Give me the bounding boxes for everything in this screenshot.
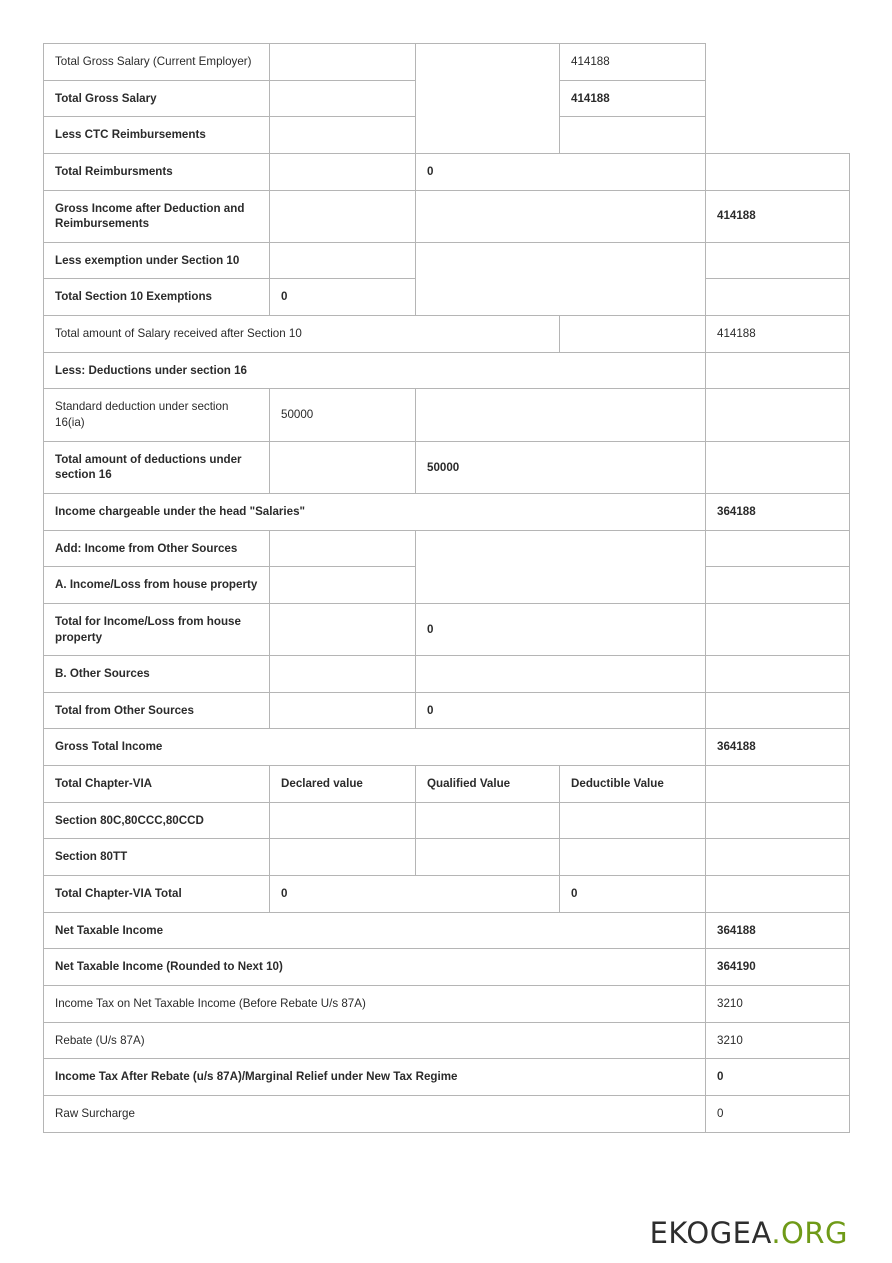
row-label: Gross Income after Deduction and Reimbursements (44, 190, 270, 242)
table-row (44, 603, 850, 655)
row-label: B. Other Sources (44, 656, 270, 693)
row-label: Less exemption under Section 10 (44, 242, 270, 279)
row-label: A. Income/Loss from house property (44, 567, 270, 604)
row-col2-value: 50000 (270, 389, 416, 441)
row-label: Rebate (U/s 87A) (44, 1022, 706, 1059)
row-label: Total for Income/Loss from house property (44, 603, 270, 655)
row-mid-value: 50000 (416, 441, 706, 493)
table-row (44, 1095, 850, 1132)
table-row (44, 802, 850, 839)
table-row (44, 729, 850, 766)
row-amount: 414188 (560, 80, 706, 117)
table-row (44, 912, 850, 949)
table-row (44, 153, 850, 190)
table-row (44, 692, 850, 729)
row-col2 (270, 190, 416, 242)
row-label: Total from Other Sources (44, 692, 270, 729)
row-deductible-total: 0 (560, 876, 706, 913)
row-amount (706, 530, 850, 567)
row-amount (560, 117, 706, 154)
row-label: Raw Surcharge (44, 1095, 706, 1132)
row-amount (706, 441, 850, 493)
row-amount (706, 876, 850, 913)
row-amount (706, 656, 850, 693)
row-amount: 364188 (706, 493, 850, 530)
row-label: Gross Total Income (44, 729, 706, 766)
table-row (44, 876, 850, 913)
row-label: Section 80TT (44, 839, 270, 876)
row-label: Standard deduction under section 16(ia) (44, 389, 270, 441)
row-label: Net Taxable Income (44, 912, 706, 949)
row-col2 (270, 153, 416, 190)
row-label: Less: Deductions under section 16 (44, 352, 706, 389)
row-col2 (270, 530, 416, 567)
row-mid-merged (416, 242, 706, 315)
row-mid-value (416, 389, 706, 441)
table-row (44, 1059, 850, 1096)
row-qualified (416, 839, 560, 876)
table-row (44, 839, 850, 876)
column-header-qualified: Qualified Value (416, 766, 560, 803)
row-amount: 414188 (706, 316, 850, 353)
table-row (44, 985, 850, 1022)
row-amount (706, 242, 850, 279)
row-col2 (270, 117, 416, 154)
table-row (44, 441, 850, 493)
watermark-suffix: .ORG (771, 1216, 848, 1250)
row-amount (706, 567, 850, 604)
row-declared (270, 839, 416, 876)
row-label: Net Taxable Income (Rounded to Next 10) (44, 949, 706, 986)
row-deductible (560, 839, 706, 876)
row-mid-value (416, 656, 706, 693)
table-row (44, 44, 850, 81)
table-row (44, 352, 850, 389)
row-label: Total amount of Salary received after Section 10 (44, 316, 560, 353)
row-mid-merged (416, 44, 560, 154)
row-amount: 0 (706, 1095, 850, 1132)
row-declared (270, 802, 416, 839)
row-mid-value (416, 190, 706, 242)
row-col2 (270, 44, 416, 81)
table-row (44, 949, 850, 986)
row-col2 (270, 603, 416, 655)
row-label: Total Gross Salary (Current Employer) (44, 44, 270, 81)
table-row (44, 1022, 850, 1059)
row-amount (706, 389, 850, 441)
row-col2 (270, 656, 416, 693)
row-label: Section 80C,80CCC,80CCD (44, 802, 270, 839)
row-amount: 0 (706, 1059, 850, 1096)
column-header-deductible: Deductible Value (560, 766, 706, 803)
row-deductible (560, 802, 706, 839)
row-amount: 3210 (706, 1022, 850, 1059)
row-amount: 364188 (706, 729, 850, 766)
row-col2 (270, 692, 416, 729)
row-amount (706, 153, 850, 190)
row-amount (706, 839, 850, 876)
row-amount (706, 692, 850, 729)
table-header-row (44, 766, 850, 803)
row-label: Total Section 10 Exemptions (44, 279, 270, 316)
ekogea-watermark (650, 1216, 848, 1250)
row-label: Income Tax After Rebate (u/s 87A)/Marginal Relief under New Tax Regime (44, 1059, 706, 1096)
table-row (44, 656, 850, 693)
row-amount: 414188 (706, 190, 850, 242)
table-row (44, 316, 850, 353)
table-row (44, 530, 850, 567)
row-amount: 414188 (560, 44, 706, 81)
table-row (44, 493, 850, 530)
table-row (44, 190, 850, 242)
row-amount (706, 766, 850, 803)
row-mid-merged (416, 530, 706, 603)
row-amount (706, 279, 850, 316)
row-amount: 364188 (706, 912, 850, 949)
row-amount: 364190 (706, 949, 850, 986)
row-qualified (416, 802, 560, 839)
row-amount (706, 802, 850, 839)
table-row (44, 242, 850, 279)
row-amount: 3210 (706, 985, 850, 1022)
row-label: Income Tax on Net Taxable Income (Before Rebate U/s 87A) (44, 985, 706, 1022)
watermark-primary: EKOGEA (649, 1216, 772, 1250)
row-label: Total Gross Salary (44, 80, 270, 117)
row-label: Total Reimbursments (44, 153, 270, 190)
row-mid-value: 0 (416, 153, 706, 190)
table-row (44, 389, 850, 441)
row-col2 (270, 80, 416, 117)
row-label: Income chargeable under the head "Salaries" (44, 493, 706, 530)
row-mid-value: 0 (416, 603, 706, 655)
row-label: Total Chapter-VIA Total (44, 876, 270, 913)
tax-computation-table (43, 43, 850, 1133)
row-amount (706, 603, 850, 655)
row-amount (706, 352, 850, 389)
row-col2 (270, 242, 416, 279)
column-header-declared: Declared value (270, 766, 416, 803)
row-col2-value: 0 (270, 279, 416, 316)
row-label: Total amount of deductions under section 16 (44, 441, 270, 493)
row-label: Total Chapter-VIA (44, 766, 270, 803)
row-spacer (560, 316, 706, 353)
row-col2 (270, 567, 416, 604)
row-mid-value: 0 (416, 692, 706, 729)
row-declared-total: 0 (270, 876, 560, 913)
row-label: Less CTC Reimbursements (44, 117, 270, 154)
row-label: Add: Income from Other Sources (44, 530, 270, 567)
row-col2 (270, 441, 416, 493)
